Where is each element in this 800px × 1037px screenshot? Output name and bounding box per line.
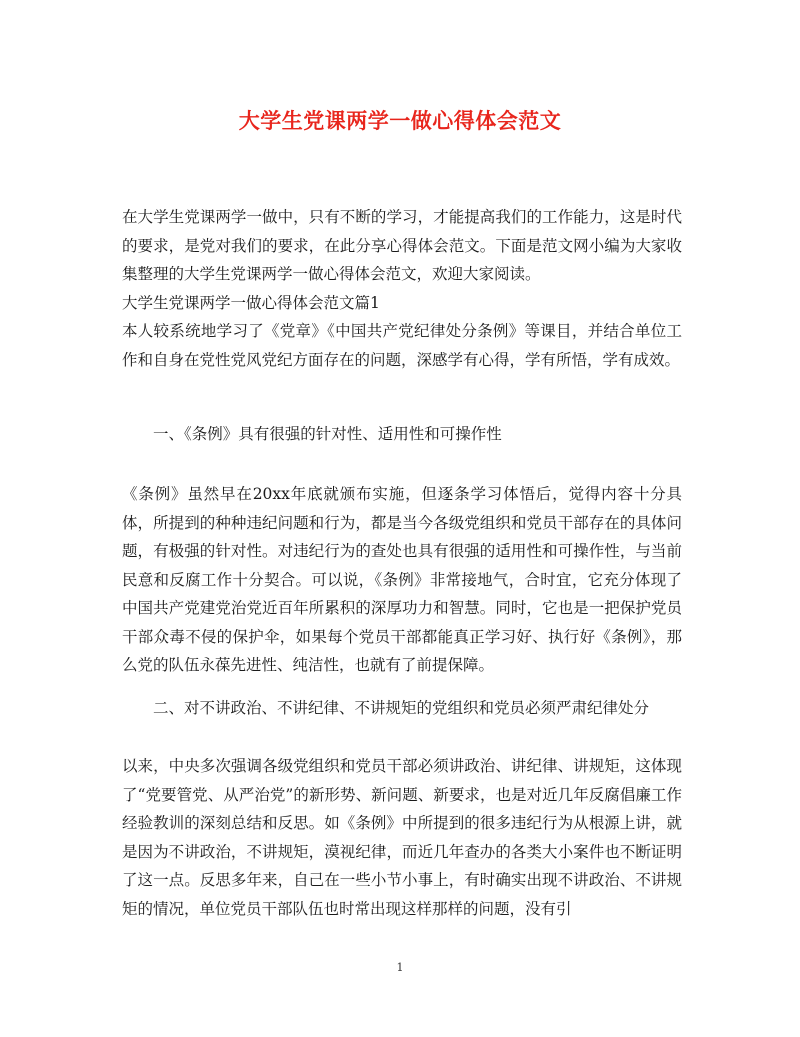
paragraph-2-block — [122, 480, 682, 680]
section-label: 大学生党课两学一做心得体会范文篇1 — [122, 293, 380, 312]
page-number: 1 — [396, 961, 404, 974]
paragraph-3-block — [122, 752, 682, 923]
paragraph-2: 《条例》虽然早在20xx年底就颁布实施，但逐条学习体悟后，觉得内容十分具体，所提到的种种违纪问题和行为，都是当今各级党组织和党员干部存在的具体问题，有极强的针对性。对违纪行为的查处也具有很强的适用性和可操作性，与当前民意和反腐工作十分契合。可以说，《条例》非常接地气，合时宜，它充分体现了中国共产党建党治党近百年所累积的深厚功力和智慧。同时，它也是一把保护党员干部众毒不侵的保护伞，如果每个党员干部都能真正学习好、执行好《条例》，那么党的队伍永葆先进性、纯洁性，也就有了前提保障。 — [122, 485, 682, 674]
intro-paragraph: 在大学生党课两学一做中，只有不断的学习，才能提高我们的工作能力，这是时代的要求，是党对我们的要求，在此分享心得体会范文。下面是范文网小编为大家收集整理的大学生党课两学一做心得体会范文，欢迎大家阅读。 — [122, 208, 682, 283]
paragraph-1: 本人较系统地学习了《党章》《中国共产党纪律处分条例》等课目，并结合单位工作和自身在党性党风党纪方面存在的问题，深感学有心得，学有所悟，学有成效。 — [122, 322, 682, 369]
intro-block — [122, 203, 682, 374]
paragraph-3: 以来，中央多次强调各级党组织和党员干部必须讲政治、讲纪律、讲规矩，这体现了“党要管党、从严治党”的新形势、新问题、新要求，也是对近几年反腐倡廉工作经验教训的深刻总结和反思。如《条例》中所提到的很多违纪行为从根源上讲，就是因为不讲政治，不讲规矩，漠视纪律，而近几年查办的各类大小案件也不断证明了这一点。反思多年来，自己在一些小节小事上，有时确实出现不讲政治、不讲规矩的情况，单位党员干部队伍也时常出现这样那样的问题，没有引 — [122, 757, 682, 918]
heading-1: 一、《条例》具有很强的针对性、适用性和可操作性 — [153, 425, 502, 443]
heading-2: 二、对不讲政治、不讲纪律、不讲规矩的党组织和党员必须严肃纪律处分 — [153, 699, 650, 717]
document-title: 大学生党课两学一做心得体会范文 — [238, 108, 562, 133]
